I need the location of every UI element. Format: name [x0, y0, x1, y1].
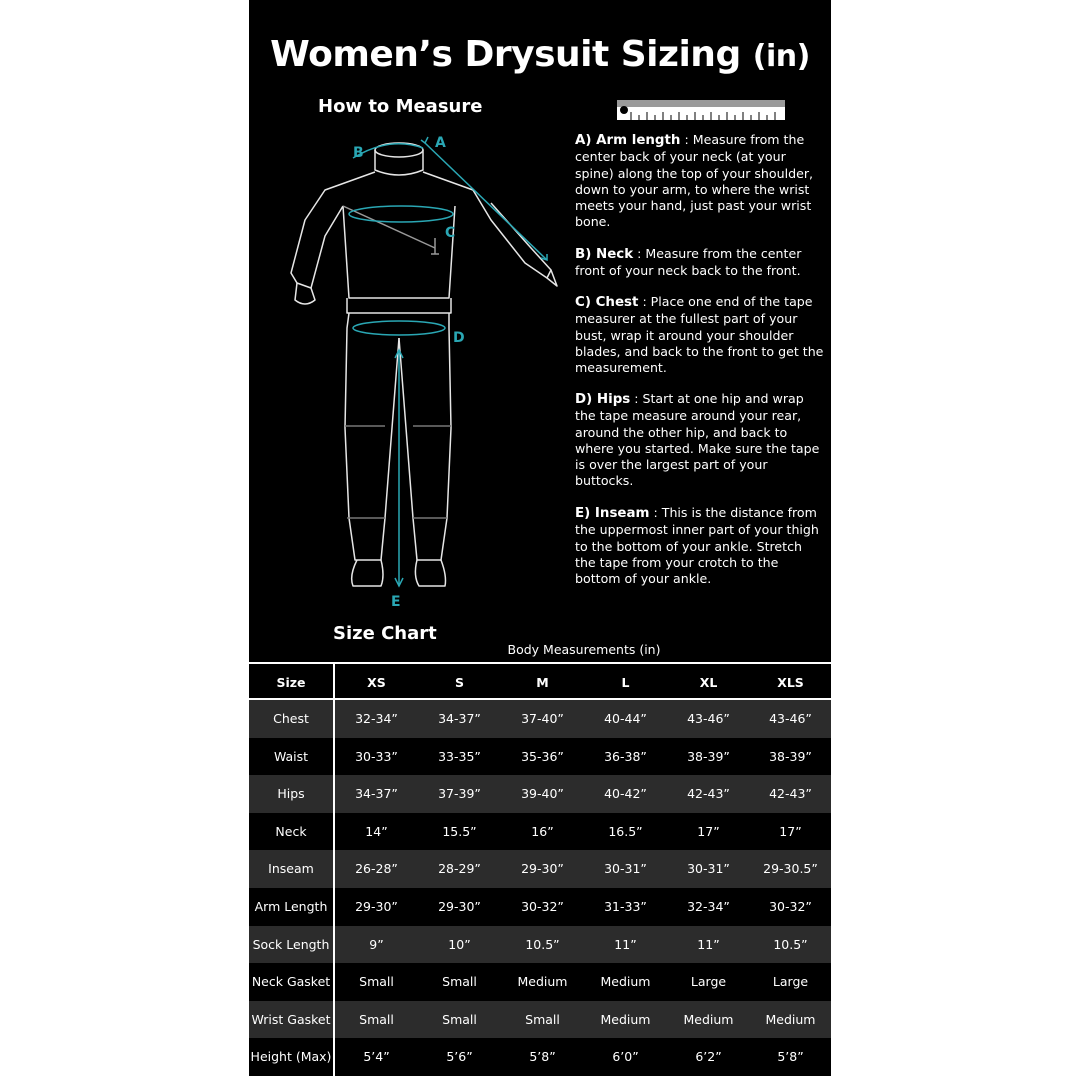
table-cell: 16”: [531, 823, 554, 839]
table-cell: 36-38”: [604, 748, 647, 764]
table-cell: 37-40”: [521, 711, 564, 726]
table-row: [249, 1038, 831, 1076]
row-label: Neck Gasket: [251, 974, 331, 990]
table-cell: 32-34”: [687, 899, 730, 914]
table-row: [249, 850, 831, 888]
table-cell: Medium: [600, 974, 651, 990]
instruction-text: : Start at one hip and wrap the tape measure around your rear, around the other hip, and back to where you started. Make sure the tape is over the largest part of your buttocks.: [575, 391, 820, 489]
column-header-xls: XLS: [777, 675, 804, 690]
tape-measure-icon: [617, 99, 789, 121]
table-cell: 5’8”: [777, 1049, 804, 1065]
table-cell: 9”: [369, 936, 384, 952]
column-header-size: Size: [276, 675, 306, 690]
table-cell: Medium: [600, 1011, 651, 1027]
table-row: [249, 738, 831, 776]
table-row: [249, 926, 831, 964]
row-label: Wrist Gasket: [251, 1011, 331, 1027]
figure-label-e: E: [391, 594, 401, 610]
table-cell: 38-39”: [687, 748, 730, 764]
column-header-l: L: [621, 675, 630, 690]
table-cell: Medium: [765, 1011, 816, 1027]
sizing-panel: [249, 0, 831, 1076]
table-row: [249, 700, 831, 738]
table-cell: 11”: [614, 936, 637, 952]
figure-label-c: C: [445, 225, 456, 241]
table-cell: 31-33”: [604, 899, 647, 914]
table-cell: 26-28”: [355, 861, 398, 877]
table-row: [249, 1001, 831, 1039]
table-size-column-rule: [333, 662, 335, 1076]
table-cell: 43-46”: [769, 711, 812, 726]
table-cell: 42-43”: [769, 786, 812, 802]
table-cell: Small: [525, 1011, 560, 1027]
table-row: [249, 963, 831, 1001]
table-cell: 15.5”: [442, 823, 477, 839]
table-row: [249, 813, 831, 851]
table-cell: Small: [359, 974, 394, 990]
table-cell: 10.5”: [773, 936, 808, 952]
table-cell: 29-30.5”: [763, 861, 818, 877]
table-cell: 30-33”: [355, 748, 398, 764]
table-cell: 38-39”: [769, 748, 812, 764]
table-cell: 29-30”: [438, 899, 481, 914]
column-header-s: S: [454, 675, 464, 690]
instruction-chest: [575, 294, 825, 376]
table-cell: 11”: [697, 936, 720, 952]
table-cell: Large: [690, 974, 727, 990]
row-label: Sock Length: [252, 936, 330, 952]
table-cell: 6’0”: [612, 1049, 639, 1065]
how-to-measure-heading: How to Measure: [318, 96, 483, 117]
table-cell: 30-32”: [769, 899, 812, 914]
table-cell: 34-37”: [438, 711, 481, 726]
instruction-label: C) Chest: [575, 295, 639, 310]
table-header-row: [249, 664, 831, 698]
row-label: Inseam: [268, 861, 314, 877]
instruction-text: : This is the distance from the uppermost inner part of your thigh to the bottom of your ankle. Stretch the tape from your crotch to the bottom of your ankle.: [575, 505, 819, 587]
table-cell: 17”: [697, 823, 720, 839]
instruction-text: : Measure from the center front of your neck back to the front.: [575, 246, 802, 279]
table-cell: 5’4”: [363, 1049, 390, 1065]
title-main: Women’s Drysuit Sizing: [270, 34, 741, 75]
row-label: Arm Length: [254, 899, 328, 914]
table-cell: 30-31”: [687, 861, 730, 877]
table-cell: Medium: [683, 1011, 734, 1027]
table-top-rule: [249, 662, 831, 664]
instruction-label: A) Arm length: [575, 133, 681, 148]
page-title: [249, 34, 831, 75]
table-cell: 32-34”: [355, 711, 398, 726]
instruction-label: D) Hips: [575, 392, 631, 407]
row-label: Height (Max): [250, 1049, 332, 1065]
table-cell: Large: [772, 974, 809, 990]
table-cell: 28-29”: [438, 861, 481, 877]
table-cell: Medium: [517, 974, 568, 990]
table-cell: 14”: [365, 823, 388, 839]
drysuit-figure: [285, 128, 585, 613]
table-cell: 29-30”: [521, 861, 564, 877]
table-cell: 5’8”: [529, 1049, 556, 1065]
table-cell: Small: [442, 974, 477, 990]
figure-label-a: A: [435, 135, 446, 151]
table-cell: 40-42”: [604, 786, 647, 802]
instruction-label: E) Inseam: [575, 506, 650, 521]
table-cell: 30-31”: [604, 861, 647, 877]
table-cell: 10”: [448, 936, 471, 952]
table-cell: 42-43”: [687, 786, 730, 802]
instruction-label: B) Neck: [575, 247, 634, 262]
table-cell: 39-40”: [521, 786, 564, 802]
instruction-arm-length: [575, 132, 825, 231]
size-chart-heading: Size Chart: [333, 623, 437, 644]
table-cell: 5’6”: [446, 1049, 473, 1065]
table-cell: 33-35”: [438, 748, 481, 764]
figure-label-d: D: [453, 330, 465, 346]
table-cell: 10.5”: [525, 936, 560, 952]
table-cell: 34-37”: [355, 786, 398, 802]
instruction-inseam: [575, 505, 825, 587]
row-label: Neck: [275, 823, 307, 839]
figure-label-b: B: [353, 145, 364, 161]
table-cell: Small: [442, 1011, 477, 1027]
column-header-xs: XS: [367, 675, 386, 690]
table-row: [249, 888, 831, 926]
column-header-xl: XL: [699, 675, 718, 690]
instruction-hips: [575, 391, 825, 490]
table-row: [249, 775, 831, 813]
table-cell: 37-39”: [438, 786, 481, 802]
table-cell: 17”: [779, 823, 802, 839]
instruction-text: : Measure from the center back of your neck (at your spine) along the top of your shoulder, down to your arm, to where the wrist meets your hand, just past your wrist bone.: [575, 132, 814, 230]
table-cell: 43-46”: [687, 711, 730, 726]
table-cell: 6’2”: [695, 1049, 722, 1065]
table-cell: 35-36”: [521, 748, 564, 764]
table-header-rule: [249, 698, 831, 700]
table-cell: Small: [359, 1011, 394, 1027]
row-label: Chest: [273, 711, 309, 726]
table-cell: 30-32”: [521, 899, 564, 914]
column-header-m: M: [536, 675, 549, 690]
row-label: Waist: [273, 748, 309, 764]
body-measurements-label: Body Measurements (in): [507, 642, 661, 657]
instruction-neck: [575, 246, 825, 280]
table-cell: 29-30”: [355, 899, 398, 914]
size-table: [249, 662, 831, 1076]
table-cell: 40-44”: [604, 711, 647, 726]
title-unit: (in): [752, 39, 810, 74]
table-cell: 16.5”: [608, 823, 643, 839]
row-label: Hips: [277, 786, 305, 802]
instruction-text: : Place one end of the tape measurer at the fullest part of your bust, wrap it around your shoulder blades, and back to the front to get the measurement.: [575, 294, 824, 376]
